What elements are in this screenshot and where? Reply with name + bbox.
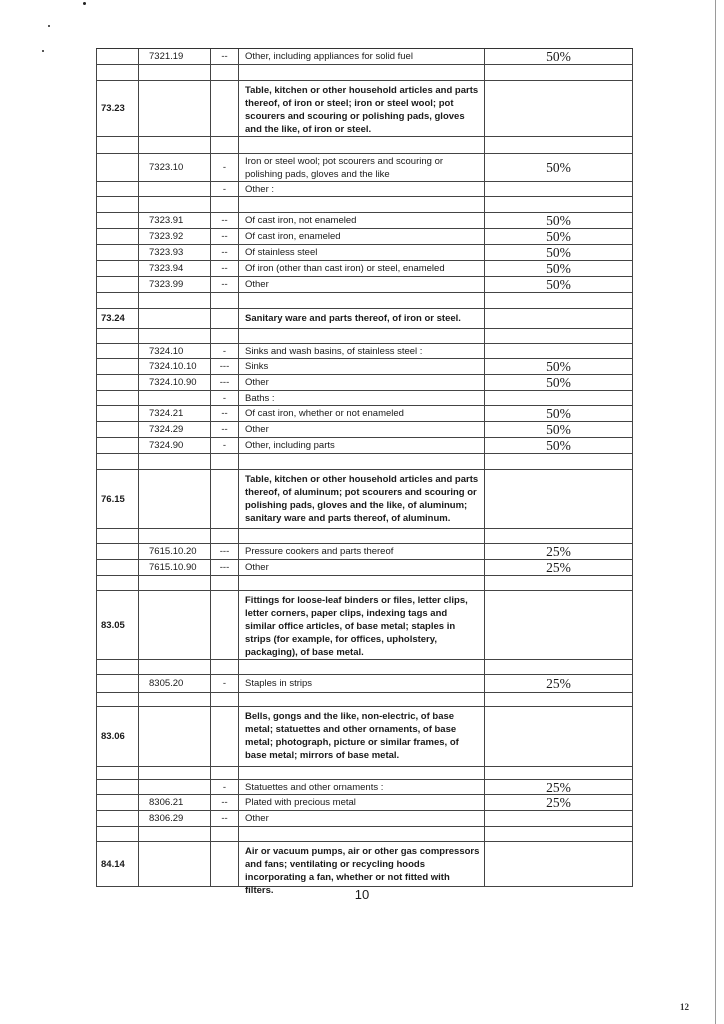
level-dash-cell (210, 576, 238, 590)
hs-code-cell: 7321.19 (138, 49, 210, 64)
level-dash-cell (210, 197, 238, 212)
hs-code-cell (138, 329, 210, 343)
description-cell: Other (238, 375, 484, 390)
hs-code-cell (138, 591, 210, 659)
rate-cell (484, 344, 633, 358)
rate-cell (484, 842, 633, 886)
heading-cell (96, 675, 138, 692)
table-row (96, 213, 633, 229)
heading-cell: 76.15 (96, 470, 138, 528)
blank-row (96, 693, 633, 707)
heading-cell (96, 65, 138, 80)
level-dash-cell (210, 827, 238, 841)
level-dash-cell (210, 660, 238, 674)
blank-row (96, 767, 633, 780)
table-row (96, 780, 633, 795)
hs-code-cell (138, 827, 210, 841)
rate-cell (484, 693, 633, 706)
description-cell: Other, including appliances for solid fuel (238, 49, 484, 64)
hs-code-cell (138, 197, 210, 212)
blank-row (96, 827, 633, 842)
heading-cell (96, 375, 138, 390)
description-cell: Sinks and wash basins, of stainless steel : (238, 344, 484, 358)
heading-cell: 73.23 (96, 81, 138, 136)
hs-code-cell: 8306.21 (138, 795, 210, 810)
level-dash-cell (210, 329, 238, 343)
table-row (96, 49, 633, 65)
heading-cell (96, 422, 138, 437)
level-dash-cell: -- (210, 811, 238, 826)
heading-cell (96, 344, 138, 358)
description-cell: Other (238, 422, 484, 437)
heading-cell (96, 780, 138, 794)
hs-code-cell: 7323.91 (138, 213, 210, 228)
hs-code-cell: 7323.92 (138, 229, 210, 244)
page-number: 10 (354, 887, 370, 902)
description-cell: Of iron (other than cast iron) or steel, enameled (238, 261, 484, 276)
level-dash-cell (210, 137, 238, 153)
hs-code-cell: 7324.21 (138, 406, 210, 421)
description-cell: Of cast iron, not enameled (238, 213, 484, 228)
rate-cell: 50% (484, 438, 633, 453)
heading-cell (96, 261, 138, 276)
rate-cell: 50% (484, 261, 633, 276)
hs-code-cell: 7615.10.90 (138, 560, 210, 575)
heading-row (96, 591, 633, 660)
hs-code-cell (138, 309, 210, 328)
hs-code-cell (138, 767, 210, 779)
level-dash-cell: -- (210, 245, 238, 260)
description-cell (238, 767, 484, 779)
blank-row (96, 65, 633, 81)
rate-cell: 50% (484, 49, 633, 64)
heading-cell (96, 359, 138, 374)
hs-code-cell (138, 293, 210, 308)
rate-cell (484, 137, 633, 153)
rate-cell (484, 827, 633, 841)
hs-code-cell (138, 391, 210, 405)
rate-cell (484, 81, 633, 136)
table-row (96, 261, 633, 277)
hs-code-cell: 7324.10.10 (138, 359, 210, 374)
heading-cell (96, 245, 138, 260)
rate-cell (484, 576, 633, 590)
table-row (96, 391, 633, 406)
hs-code-cell: 7323.99 (138, 277, 210, 292)
description-cell: Table, kitchen or other household articles and parts thereof, of iron or steel; iron or steel wool; pot scourers and scouring or polishing pads, gloves and the like, of iron or steel. (238, 81, 484, 136)
table-row (96, 375, 633, 391)
heading-cell: 83.05 (96, 591, 138, 659)
heading-cell (96, 49, 138, 64)
rate-cell (484, 391, 633, 405)
hs-code-cell (138, 454, 210, 469)
heading-cell (96, 544, 138, 559)
hs-code-cell: 7324.90 (138, 438, 210, 453)
rate-cell: 25% (484, 675, 633, 692)
description-cell: Other (238, 811, 484, 826)
table-row (96, 154, 633, 182)
level-dash-cell (210, 842, 238, 886)
description-cell: Other : (238, 182, 484, 196)
table-row (96, 406, 633, 422)
heading-cell (96, 827, 138, 841)
description-cell (238, 693, 484, 706)
heading-cell (96, 693, 138, 706)
hs-code-cell (138, 137, 210, 153)
level-dash-cell: - (210, 344, 238, 358)
heading-cell (96, 795, 138, 810)
hs-code-cell (138, 576, 210, 590)
heading-cell: 73.24 (96, 309, 138, 328)
level-dash-cell: -- (210, 213, 238, 228)
rate-cell (484, 470, 633, 528)
description-cell: Air or vacuum pumps, air or other gas compressors and fans; ventilating or recycling hoods incorporating a fan, whether or not fitted with filters. (238, 842, 484, 886)
table-row (96, 359, 633, 375)
table-row (96, 438, 633, 454)
scan-speck (83, 2, 86, 5)
corner-mark: 12 (680, 1002, 689, 1012)
rate-cell: 50% (484, 359, 633, 374)
description-cell: Bells, gongs and the like, non-electric, of base metal; statuettes and other ornaments, of base metal; photograph, picture or similar frames, of base metal; mirrors of base metal. (238, 707, 484, 766)
heading-cell (96, 438, 138, 453)
description-cell: Baths : (238, 391, 484, 405)
level-dash-cell: -- (210, 49, 238, 64)
table-row (96, 811, 633, 827)
description-cell (238, 576, 484, 590)
rate-cell: 50% (484, 406, 633, 421)
level-dash-cell: -- (210, 422, 238, 437)
description-cell: Plated with precious metal (238, 795, 484, 810)
hs-code-cell (138, 707, 210, 766)
rate-cell: 50% (484, 229, 633, 244)
heading-cell: 83.06 (96, 707, 138, 766)
level-dash-cell (210, 65, 238, 80)
rate-cell (484, 591, 633, 659)
tariff-table (96, 48, 633, 896)
heading-cell (96, 329, 138, 343)
level-dash-cell (210, 470, 238, 528)
heading-cell (96, 182, 138, 196)
heading-cell (96, 293, 138, 308)
description-cell (238, 454, 484, 469)
blank-row (96, 454, 633, 470)
hs-code-cell (138, 470, 210, 528)
description-cell: Table, kitchen or other household articles and parts thereof, of aluminum; pot scourers and scouring or polishing pads, gloves and the like, of aluminum; sanitary ware and parts thereof, of aluminum. (238, 470, 484, 528)
hs-code-cell: 8306.29 (138, 811, 210, 826)
hs-code-cell (138, 182, 210, 196)
heading-cell (96, 454, 138, 469)
table-row (96, 277, 633, 293)
level-dash-cell (210, 454, 238, 469)
rate-cell: 25% (484, 560, 633, 575)
heading-cell (96, 154, 138, 181)
hs-code-cell (138, 65, 210, 80)
rate-cell (484, 660, 633, 674)
rate-cell: 50% (484, 213, 633, 228)
level-dash-cell: - (210, 780, 238, 794)
rate-cell: 50% (484, 422, 633, 437)
heading-cell (96, 560, 138, 575)
level-dash-cell: -- (210, 795, 238, 810)
rate-cell: 50% (484, 154, 633, 181)
blank-row (96, 329, 633, 344)
level-dash-cell: - (210, 154, 238, 181)
hs-code-cell: 7324.10.90 (138, 375, 210, 390)
level-dash-cell (210, 529, 238, 543)
blank-row (96, 660, 633, 675)
rate-cell (484, 767, 633, 779)
table-row (96, 245, 633, 261)
description-cell (238, 65, 484, 80)
table-row (96, 344, 633, 359)
heading-cell (96, 811, 138, 826)
heading-cell (96, 137, 138, 153)
heading-cell: 84.14 (96, 842, 138, 886)
heading-cell (96, 229, 138, 244)
level-dash-cell: - (210, 182, 238, 196)
level-dash-cell: --- (210, 359, 238, 374)
description-cell: Statuettes and other ornaments : (238, 780, 484, 794)
rate-cell (484, 454, 633, 469)
level-dash-cell: --- (210, 560, 238, 575)
description-cell (238, 329, 484, 343)
hs-code-cell: 8305.20 (138, 675, 210, 692)
rate-cell: 50% (484, 277, 633, 292)
description-cell: Of stainless steel (238, 245, 484, 260)
scan-speck (42, 50, 44, 52)
heading-cell (96, 197, 138, 212)
rate-cell (484, 707, 633, 766)
heading-cell (96, 576, 138, 590)
rate-cell (484, 309, 633, 328)
hs-code-cell: 7615.10.20 (138, 544, 210, 559)
blank-row (96, 197, 633, 213)
table-row (96, 675, 633, 693)
blank-row (96, 293, 633, 309)
hs-code-cell: 7323.94 (138, 261, 210, 276)
table-row (96, 560, 633, 576)
level-dash-cell: -- (210, 229, 238, 244)
level-dash-cell: - (210, 438, 238, 453)
level-dash-cell (210, 591, 238, 659)
heading-cell (96, 660, 138, 674)
description-cell: Sanitary ware and parts thereof, of iron or steel. (238, 309, 484, 328)
description-cell: Iron or steel wool; pot scourers and scouring or polishing pads, gloves and the like (238, 154, 484, 181)
level-dash-cell: -- (210, 277, 238, 292)
rate-cell: 25% (484, 780, 633, 794)
hs-code-cell (138, 780, 210, 794)
rate-cell (484, 293, 633, 308)
level-dash-cell: -- (210, 406, 238, 421)
level-dash-cell (210, 293, 238, 308)
level-dash-cell (210, 81, 238, 136)
description-cell: Fittings for loose-leaf binders or files, letter clips, letter corners, paper clips, indexing tags and similar office articles, of base metal; staples in strips (for example, for offices, upholstery, packaging), of base metal. (238, 591, 484, 659)
heading-row (96, 470, 633, 529)
description-cell (238, 293, 484, 308)
hs-code-cell (138, 660, 210, 674)
table-row (96, 795, 633, 811)
blank-row (96, 529, 633, 544)
heading-cell (96, 277, 138, 292)
hs-code-cell (138, 529, 210, 543)
heading-row (96, 309, 633, 329)
table-row (96, 422, 633, 438)
scan-edge-line (715, 0, 716, 1024)
hs-code-cell (138, 693, 210, 706)
rate-cell (484, 811, 633, 826)
description-cell (238, 197, 484, 212)
heading-cell (96, 391, 138, 405)
scan-speck (48, 25, 50, 27)
hs-code-cell (138, 81, 210, 136)
heading-cell (96, 213, 138, 228)
level-dash-cell: - (210, 675, 238, 692)
table-row (96, 544, 633, 560)
blank-row (96, 576, 633, 591)
description-cell: Of cast iron, whether or not enameled (238, 406, 484, 421)
rate-cell (484, 529, 633, 543)
heading-row (96, 707, 633, 767)
level-dash-cell (210, 707, 238, 766)
description-cell: Staples in strips (238, 675, 484, 692)
rate-cell (484, 182, 633, 196)
description-cell (238, 137, 484, 153)
heading-cell (96, 529, 138, 543)
rate-cell: 25% (484, 795, 633, 810)
hs-code-cell: 7324.10 (138, 344, 210, 358)
description-cell: Other (238, 277, 484, 292)
rate-cell (484, 197, 633, 212)
heading-cell (96, 767, 138, 779)
hs-code-cell: 7324.29 (138, 422, 210, 437)
heading-cell (96, 406, 138, 421)
hs-code-cell: 7323.93 (138, 245, 210, 260)
rate-cell (484, 329, 633, 343)
level-dash-cell (210, 309, 238, 328)
description-cell (238, 529, 484, 543)
description-cell: Of cast iron, enameled (238, 229, 484, 244)
rate-cell: 50% (484, 245, 633, 260)
level-dash-cell (210, 693, 238, 706)
rate-cell: 25% (484, 544, 633, 559)
level-dash-cell: --- (210, 544, 238, 559)
level-dash-cell: -- (210, 261, 238, 276)
level-dash-cell: --- (210, 375, 238, 390)
description-cell: Pressure cookers and parts thereof (238, 544, 484, 559)
description-cell: Sinks (238, 359, 484, 374)
description-cell: Other, including parts (238, 438, 484, 453)
hs-code-cell: 7323.10 (138, 154, 210, 181)
level-dash-cell: - (210, 391, 238, 405)
description-cell (238, 660, 484, 674)
blank-row (96, 137, 633, 154)
description-cell: Other (238, 560, 484, 575)
description-cell (238, 827, 484, 841)
table-row (96, 182, 633, 197)
rate-cell (484, 65, 633, 80)
heading-row (96, 81, 633, 137)
hs-code-cell (138, 842, 210, 886)
level-dash-cell (210, 767, 238, 779)
rate-cell: 50% (484, 375, 633, 390)
table-row (96, 229, 633, 245)
